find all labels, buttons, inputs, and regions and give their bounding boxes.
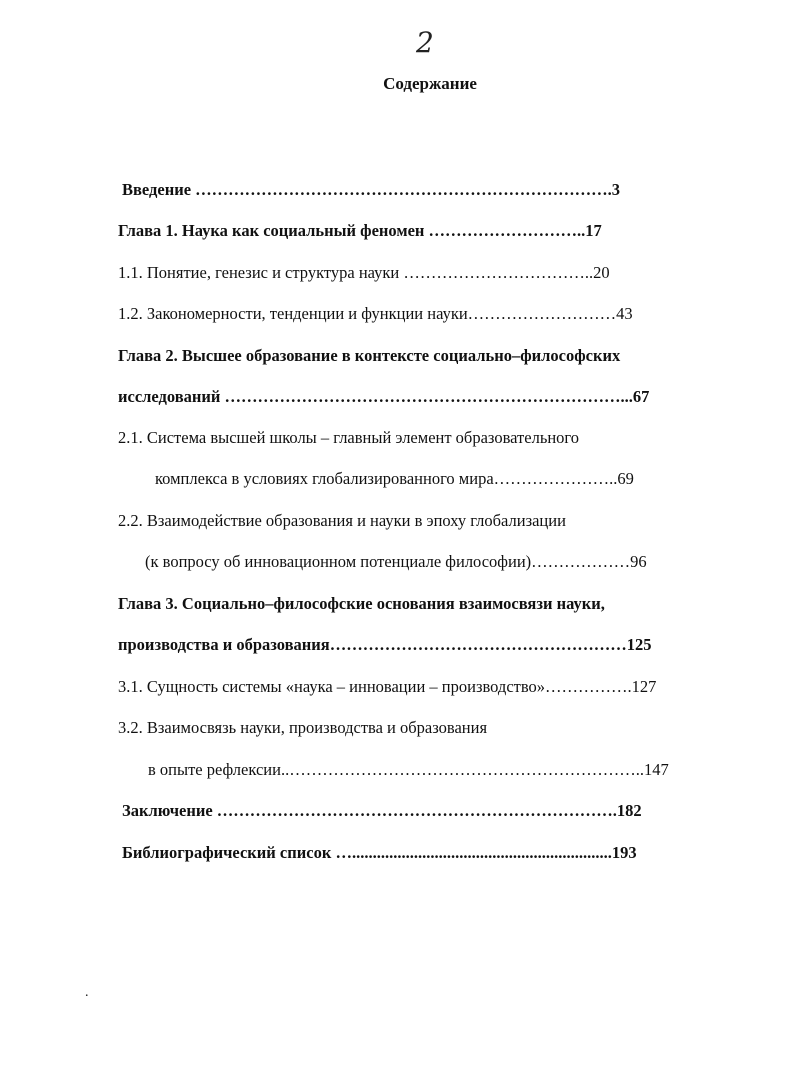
toc-chapter-2-line-1: Глава 2. Высшее образование в контексте социально–философских — [118, 346, 621, 365]
stray-mark: . — [85, 985, 89, 1000]
page-title: Содержание — [383, 74, 477, 93]
toc-bibliography: Библиографический список …...............................................................193 — [122, 843, 637, 862]
toc-chapter-3-line-2: производства и образования………………………………………………125 — [118, 635, 652, 654]
toc-section-2-1-line-1: 2.1. Система высшей школы – главный элемент образовательного — [118, 428, 580, 447]
toc-section-2-2-line-1: 2.2. Взаимодействие образования и науки в эпоху глобализации — [118, 511, 566, 530]
page-number: 2 — [416, 26, 434, 59]
toc-chapter-3-line-1: Глава 3. Социально–философские основания взаимосвязи науки, — [118, 594, 605, 613]
toc-conclusion: Заключение ……………………………………………………………….182 — [122, 801, 642, 820]
toc-introduction: Введение ………………………………………………………………….3 — [122, 180, 621, 199]
toc-chapter-1: Глава 1. Наука как социальный феномен ………………………..17 — [118, 221, 602, 240]
toc-section-3-1: 3.1. Сущность системы «наука – инновации – производство»…………….127 — [118, 677, 657, 696]
toc-section-3-2-line-1: 3.2. Взаимосвязь науки, производства и образования — [118, 718, 488, 737]
toc-section-3-2-line-2: в опыте рефлексии..………………………………………………………..147 — [148, 760, 669, 779]
toc-chapter-2-line-2: исследований ………………………………………………………………...67 — [118, 387, 650, 406]
toc-section-2-2-line-2: (к вопросу об инновационном потенциале философии)………………96 — [145, 552, 647, 571]
toc-section-2-1-line-2: комплекса в условиях глобализированного мира…………………..69 — [155, 469, 634, 488]
toc-section-1-2: 1.2. Закономерности, тенденции и функции науки………………………43 — [118, 304, 633, 323]
toc-section-1-1: 1.1. Понятие, генезис и структура науки ……………………………..20 — [118, 263, 610, 282]
